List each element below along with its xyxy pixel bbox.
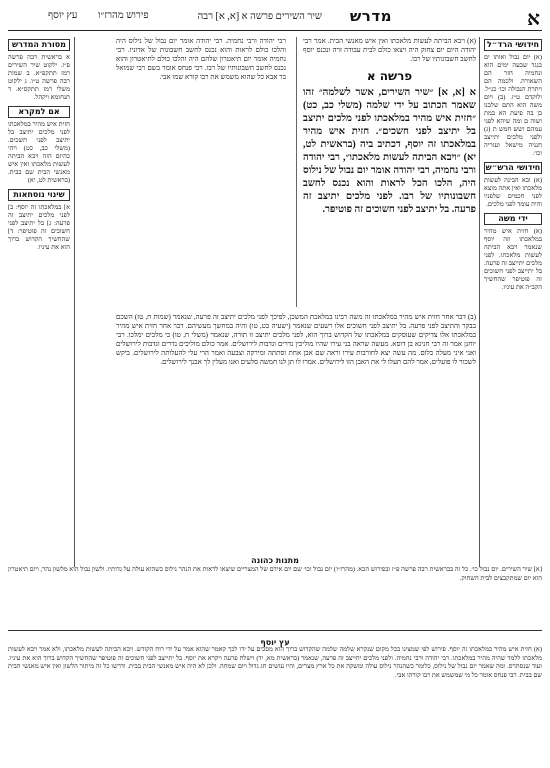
main-big-text: א [א, א] ״שיר השירים, אשר לשלמה״ זהו שאמר הכתוב על ידי שלמה (משלי כב, כט) ״חזית איש מהיר במלאכתו לפני מלכים יתיצב בל יתיצב לפני חשכים״. חזית איש מהיר במלאכתו זה יוסף, דכתיב ביה (בראשית לט, יא) ״ויבא הביתה לעשות מלאכתו״, רבי יהודה ורבי נחמיה, רבי יהודה אומר יום נבול של נילוס היה, הלכו הכל לראות והוא נכנס לחשב חשבונותיו של רבו. לפני מלכים יתיצב זה פרעה. בל יתיצב לפני חשוכים זה פוטיפר. (303, 87, 476, 215)
page-header (8, 6, 542, 31)
right-column-text: (א) יום נבול ואותו ים כנגד שבעה ימים הוא ונחמיה חזר הם השאורה. ולכמה הם ויתרת הנבולה וכו׳ כנ״ל. ולוקדם ט״ז. (ב) ויום משה הוא התם שלבנו בן בה פיעת הא במת ושוה ם ומה שיהא לפני עמהם ושש חמש ת (ג) ולפני מלכים יתייצב חנניה מישאל ועזריה וכו׳. (484, 54, 542, 157)
right-column-text-2: (א) ובא הבינה לעשות מלאכתו ואין אתה מוצא לפני חכמים שלפניו והיה עומד לפני מלכים. (484, 177, 542, 208)
footer-divider (8, 630, 542, 631)
left-column-text: א בראשית רבה פרשה פ״ז. ילקוט שיר השירים רמז תתקפ״א. ב שמות רבה פרשה ט״ו. ג ילקוט משלי רמז תתקס״א. ד תנחומא ויקהל. (8, 54, 70, 101)
main-column (116, 37, 476, 567)
main-inner-left: רבי יהודה ורבי נחמיה. רבי יהודה אומר יום נבול של נילוס היה והלכו כולם לראות והוא נכנס לחשב חשבונות של אדוניו. רבי נחמיה אומר יום תיאטרון שלהם היה והלכו כולם לתיאטרון והוא נכנס לחשב חשבונותיו של רבו. רבי פנחס אומר בשם רבי שמואל בר אבא כל שהוא משמש את רבו קורא שמו אבי. (116, 37, 286, 81)
main-inner-right (296, 37, 476, 307)
right-side-column (479, 37, 542, 567)
right-column-title-3: ידי משה (484, 213, 542, 225)
footer-section-2-text: (א) חזית איש מהיר במלאכתו זה יוסף. פירוש לפי שמצינו בכל מקום שנקרא שלמה שלמה שהקדוש ברוך הוא מסכים על ידו לכך קאמר שהוא אמר על ידי רוח הקודש. ויבא הביתה לעשות מלאכתו, ולא אמר ויבא לעשות מלאכתו ללמד שהיה מהיר במלאכתו. רבי יהודה ורבי נחמיה. ולפני מלכים יתייצב זה פרעה, שנאמר (בראשית מא, יד) וישלח פרעה ויקרא את יוסף. בל יתייצב לפני חשוכים זה פוטיפר שהחשיך הקדוש ברוך הוא את עיניו. ועוד שנסתרס. ומה שאמר יום נבול של נילוס, כלומר כשהנהר נילוס עולה ומשקה את כל ארץ מצרים, והיו עושים חג גדול ויום שמחה. ולכן לא היה איש מאנשי הבית בבית. ודרשו כל זה מיתור הלשון ואין איש מאנשי הבית שם בבית. רבי פנחס אומר כל מי שמשמש את רבו קורהו אבי. (8, 646, 542, 679)
parasha-heading: פרשה א (366, 69, 413, 83)
main-bottom-text: (ב) דבר אחר חזית איש מהיר במלאכתו זה משה רבינו במלאכת המשכן, לפיכך לפני מלכים יתיצב זה פרעה, שנאמר (שמות ח, טז) השכם בבקר והתיצב לפני פרעה. בל יתיצב לפני חשוכים אלו רשעים שנאמר (ישעיה כט, טו) והיה במחשך מעשיהם. דבר אחר חזית איש מהיר במלאכתו אלו צדיקים שעוסקים במלאכתו של הקדוש ברוך הוא, לפני מלכים יתיצב זו תורה, שנאמר (משלי ח, טו) בי מלכים ימלכו. רבי יוחנן אמר זה רבי חנינא בן דוסא. מעשה שראה בני עירו שהיו מוליכין נדרים ונדבות לירושלים. אמר כולם מוליכים נדרים ונדבות לירושלים ואני איני מעלה כלום. מה עשה יצא לחורבות עירו וראה שם אבן אחת וסתתה ומירקה וצבעה ואמר הרי עלי להעלותה לירושלים. ביקש לשכור לו פועלים, אמר להם תעלו לי את האבן הזו לירושלים. אמרו לו תן לנו חמשה סלעים ואנו מעלין לך אבנך לירושלים. (116, 313, 476, 366)
page-letter: א (527, 6, 540, 30)
footer-section-1-title: מתנות כהונה (251, 556, 299, 565)
right-column-text-3: (א) חזית איש מהיר במלאכתו וזה יוסף שנאמר ויבא הביתה לעשות מלאכתו. לפני מלכים יתייצב זה פרעה. בל יתייצב לפני חשוכים זה פוטיפר שהחשיך הקב״ה את עיניו. (484, 228, 542, 291)
left-column-title-2: אם למקרא (8, 106, 70, 118)
right-column-title: חידושי הרד״ל (484, 39, 542, 51)
right-column-title-2: חידושי הרש״ש (485, 163, 541, 172)
footer-section-2-title: עץ יוסף (260, 638, 290, 647)
header-left-commentary: פירוש מהרז״ו (98, 10, 149, 21)
header-left-label: עץ יוסף (48, 10, 78, 21)
header-center: שיר השירים פרשה א [א, א] רבה (197, 11, 322, 22)
left-side-column (8, 37, 75, 567)
main-top-text: (א) ויבא הביתה לעשות מלאכתו ואין איש מאנשי הבית. אמר רבי יהודה היום יום צחוק היה ויצאו כולם לבית עבודה זרה ונכנס יוסף לחשב חשבונותיו של רבו. (303, 37, 476, 63)
left-column-text-2: חזית איש מהיר במלאכתו לפני מלכים יתיצב בל יתיצב לפני חשכים. (משלי כב, כט) ויהי כהיום הזה ויבא הביתה לעשות מלאכתו ואין איש מאנשי הבית שם בבית. (בראשית לט, יא) (8, 121, 70, 184)
page-body (8, 37, 542, 567)
left-column-title: מסורת המדרש (8, 39, 70, 51)
left-column-text-3: א] במלאכתו זה יוסף: ב] לפני מלכים יתיצב זה פרעה: ג] בל יתיצב לפני חשוכים זה פוטיפר: ד] שהחשיך הקדוש ברוך הוא את עיניו. (8, 204, 70, 251)
main-top (116, 37, 476, 307)
left-column-title-3: שינוי נוסחאות (8, 189, 70, 201)
page-title: מדרש (349, 7, 392, 25)
footer-section-1-text: [א] שיר השירים. יום נבול כו׳. כל זה בבראשית רבה פרשה פ״ז ובפירוש הכא. (מהרז״ו) יום נבול וכו׳ שם יום אידם של המצריים שיצאו לראות את הנהר נילוס כשהוא עולה על גדותיו. ולשון נבול הוא מלשון נהר, ויום תיאטרון הוא יום שמתקבצים לבית השחוק. (8, 566, 542, 582)
